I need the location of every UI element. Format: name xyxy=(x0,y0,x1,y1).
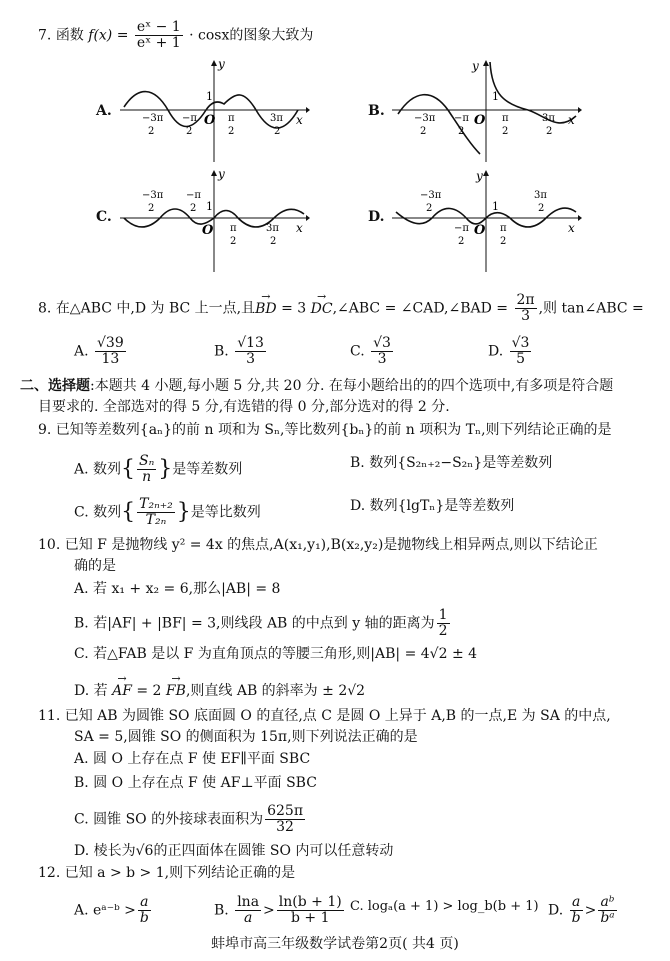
q7-graph-c xyxy=(120,168,310,272)
svg-text:x: x xyxy=(568,221,575,235)
svg-text:π: π xyxy=(500,223,507,234)
q8-option-a[interactable]: A. $\frac{√39}{13}$ xyxy=(74,335,124,367)
svg-text:3π: 3π xyxy=(542,113,555,124)
q7-stem: 7. 函数 f(x) = $\frac{\text{eˣ − 1}}{\text{eˣ + 1}}$ · cosx的图象大致为 xyxy=(38,19,314,51)
q11-stem-1: 11. 已知 AB 为圆锥 SO 底面圆 O 的直径,点 C 是圆 O 上异于 A,B 的一点,E 为 SA 的中点, xyxy=(38,708,611,724)
svg-text:1: 1 xyxy=(206,200,213,213)
svg-text:2: 2 xyxy=(538,203,545,214)
svg-text:3π: 3π xyxy=(534,190,547,201)
svg-text:−3π: −3π xyxy=(420,190,442,201)
axis-y-label: y xyxy=(218,58,225,71)
q9-option-d[interactable]: D. 数列{lgTₙ}是等差数列 xyxy=(350,498,515,514)
svg-text:−π: −π xyxy=(454,223,469,234)
svg-text:−π: −π xyxy=(182,113,197,124)
svg-text:2: 2 xyxy=(186,126,193,137)
svg-text:2: 2 xyxy=(458,126,465,137)
svg-text:O: O xyxy=(202,223,214,238)
q11-option-d[interactable]: D. 棱长为√6的正四面体在圆锥 SO 内可以任意转动 xyxy=(74,843,394,859)
section2-header: 二、选择题:本题共 4 小题,每小题 5 分,共 20 分. 在每小题给出的的四个选项中,有多项是符合题 xyxy=(20,378,614,394)
q12-option-d[interactable]: D. $\frac{a}{b}$ > $\frac{\text{aᵇ}}{\text{bᵃ}}$ xyxy=(548,894,615,926)
svg-text:−3π: −3π xyxy=(142,190,164,201)
q9-option-a[interactable]: A. 数列{ $\frac{\text{Sₙ}}{n}$ }是等差数列 xyxy=(74,453,243,485)
q10-option-d[interactable]: D. 若 → AF = 2 → FB,则直线 AB 的斜率为 ± 2√2 xyxy=(74,682,365,700)
svg-text:1: 1 xyxy=(206,90,213,103)
section2-line2: 目要求的. 全部选对的得 5 分,有选错的得 0 分,部分选对的得 2 分. xyxy=(38,399,450,415)
svg-text:2: 2 xyxy=(546,126,553,137)
svg-text:3π: 3π xyxy=(266,223,279,234)
svg-text:2: 2 xyxy=(148,203,155,214)
q11-option-b[interactable]: B. 圆 O 上存在点 F 使 AF⊥平面 SBC xyxy=(74,775,317,791)
svg-text:1: 1 xyxy=(492,200,499,213)
q8-option-b[interactable]: B. $\frac{√13}{3}$ xyxy=(214,335,264,367)
q7-option-a-label[interactable]: A. xyxy=(96,103,112,119)
svg-text:2: 2 xyxy=(148,126,155,137)
section2-title: 二、选择题 xyxy=(20,378,90,394)
svg-text:2: 2 xyxy=(458,236,465,247)
q11-stem-2: SA = 5,圆锥 SO 的侧面积为 15π,则下列说法正确的是 xyxy=(74,729,418,745)
svg-text:3π: 3π xyxy=(270,113,283,124)
svg-text:2: 2 xyxy=(270,236,277,247)
q7-option-d-label[interactable]: D. xyxy=(368,209,385,225)
svg-text:2: 2 xyxy=(274,126,281,137)
q7-option-b-label[interactable]: B. xyxy=(368,103,385,119)
svg-text:π: π xyxy=(502,113,509,124)
q9-option-b[interactable]: B. 数列{S₂ₙ₊₂−S₂ₙ}是等差数列 xyxy=(350,455,553,471)
svg-text:2: 2 xyxy=(420,126,427,137)
svg-text:2: 2 xyxy=(426,203,433,214)
q8-option-d[interactable]: D. $\frac{√3}{5}$ xyxy=(488,335,530,367)
svg-text:y: y xyxy=(218,168,225,181)
svg-text:−3π: −3π xyxy=(414,113,436,124)
q10-option-a[interactable]: A. 若 x₁ + x₂ = 6,那么|AB| = 8 xyxy=(74,581,281,597)
q7-graph-d xyxy=(392,168,582,272)
svg-text:y: y xyxy=(472,59,479,73)
svg-text:2: 2 xyxy=(228,126,235,137)
q9-option-c[interactable]: C. 数列{ $\frac{\text{T₂ₙ₊₂}}{\text{T₂ₙ}}$ }是等比数列 xyxy=(74,496,261,528)
q9-stem: 9. 已知等差数列{aₙ}的前 n 项和为 Sₙ,等比数列{bₙ}的前 n 项积为 Tₙ,则下列结论正确的是 xyxy=(38,422,612,438)
q10-option-b[interactable]: B. 若|AF| + |BF| = 3,则线段 AB 的中点到 y 轴的距离为 $\frac{1}{2}$ xyxy=(74,607,448,639)
q12-option-a[interactable]: A. eᵃ⁻ᵇ > $\frac{a}{b}$ xyxy=(74,894,149,926)
svg-text:−3π: −3π xyxy=(142,113,164,124)
svg-text:x: x xyxy=(568,113,575,127)
q8-option-c[interactable]: C. $\frac{√3}{3}$ xyxy=(350,335,391,367)
q12-option-c[interactable]: C. logₐ(a + 1) > log_b(b + 1) xyxy=(350,899,539,914)
q7-fraction: $\frac{\text{eˣ − 1}}{\text{eˣ + 1}}$ xyxy=(136,19,181,51)
q10-option-c[interactable]: C. 若△FAB 是以 F 为直角顶点的等腰三角形,则|AB| = 4√2 ± 4 xyxy=(74,646,478,662)
svg-text:2: 2 xyxy=(230,236,237,247)
svg-text:π: π xyxy=(228,113,235,124)
svg-text:2: 2 xyxy=(190,203,197,214)
svg-text:x: x xyxy=(296,221,303,235)
q11-option-c[interactable]: C. 圆锥 SO 的外接球表面积为 $\frac{625\pi}{32}$ xyxy=(74,803,304,835)
axis-x-label: x xyxy=(296,113,303,127)
svg-text:2: 2 xyxy=(502,126,509,137)
page-footer: 蚌埠市高三年级数学试卷第2页( 共4 页) xyxy=(211,936,459,952)
svg-text:O: O xyxy=(204,113,216,128)
q12-stem: 12. 已知 a > b > 1,则下列结论正确的是 xyxy=(38,865,296,881)
q10-stem-2: 确的是 xyxy=(74,558,116,574)
q7-graph-a xyxy=(120,58,310,162)
svg-text:−π: −π xyxy=(186,190,201,201)
q12-option-b[interactable]: B. $\frac{\ln a}{a}$ > $\frac{\ln(b + 1)}{b + 1}$ xyxy=(214,894,342,926)
q7-graph-b xyxy=(392,58,582,162)
q8-stem: 8. 在△ABC 中,D 为 BC 上一点,且→ BD = 3 → DC,∠ABC = ∠CAD,∠BAD = $\frac{2\pi}{3}$ ,则 tan∠ABC = xyxy=(38,293,644,324)
svg-text:y: y xyxy=(476,169,483,183)
svg-text:π: π xyxy=(230,223,237,234)
q10-stem-1: 10. 已知 F 是抛物线 y² = 4x 的焦点,A(x₁,y₁),B(x₂,y₂)是抛物线上相异两点,则以下结论正 xyxy=(38,537,598,553)
svg-text:1: 1 xyxy=(492,90,499,103)
svg-text:2: 2 xyxy=(500,236,507,247)
svg-text:O: O xyxy=(474,113,486,128)
svg-text:O: O xyxy=(474,223,486,238)
q7-option-c-label[interactable]: C. xyxy=(96,209,112,225)
q11-option-a[interactable]: A. 圆 O 上存在点 F 使 EF∥平面 SBC xyxy=(74,751,311,767)
svg-text:−π: −π xyxy=(454,113,469,124)
